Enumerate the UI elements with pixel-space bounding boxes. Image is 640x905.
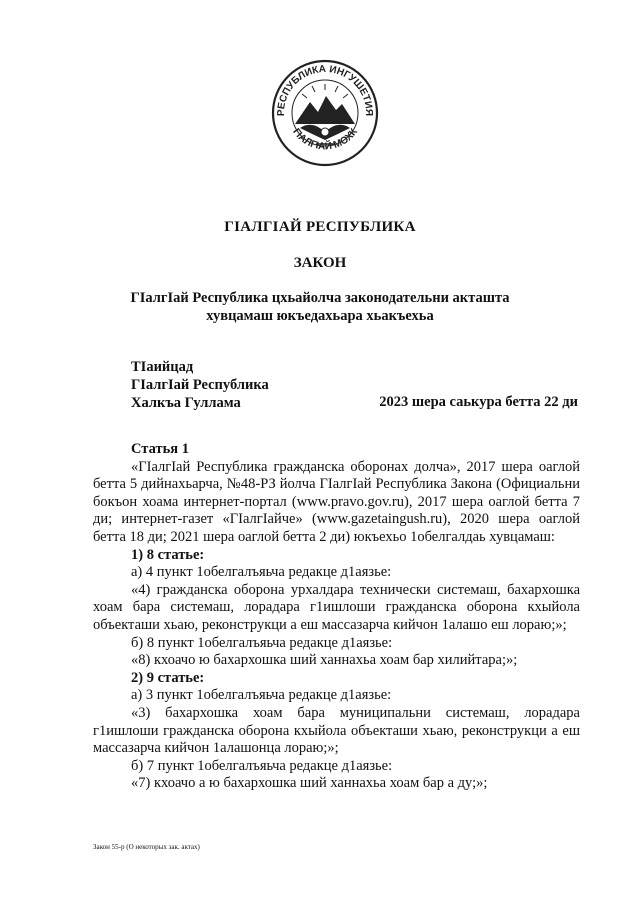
- article-heading: Статья 1: [131, 441, 189, 457]
- seal-bottom-text: ГIАЛГIАЙ МОХК: [290, 126, 360, 153]
- republic-title: ГIАЛГIАЙ РЕСПУБЛИКА: [224, 219, 416, 235]
- section-2-b-text: «7) кхоачо а ю бахархошка ший ханнахьа хоам бар а ду;»;: [131, 775, 488, 792]
- document-type: ЗАКОН: [293, 255, 347, 271]
- section-1-b: б) 8 пункт 1обелгалъяьча редакце д1аязье:: [131, 634, 393, 651]
- section-2-a: а) 3 пункт 1обелгалъяьча редакце д1аязье:: [131, 687, 392, 704]
- footer-note: Закон 55-р (О некоторых зак. актах): [93, 843, 200, 851]
- adoption-line-2: ГIалгIай Республика: [131, 377, 269, 393]
- section-2-title: 2) 9 статье:: [131, 669, 205, 686]
- section-2-a-text: «3) бахархошка хоам бара муниципальни системаш, лорадара г1ишлоши гражданска оборона кхыйола объекташи хьаю, реконструкци а еш массазарча кийчон 1алашонца лораю;»;: [93, 704, 580, 757]
- article-body: [93, 441, 580, 793]
- coat-of-arms-seal-icon: [270, 58, 380, 168]
- section-1-a-text: «4) гражданска оборона урхалдара технически системаш, бахархошка хоам бара системаш, лорадара г1ишлоши гражданска оборона кхыйола объекташи хьаю, реконструкци а еш массазарча кийчон 1алашо еш лораю;»;: [93, 581, 580, 633]
- law-subtitle: [0, 289, 640, 325]
- adoption-line-1: ТIаийцад: [131, 359, 194, 375]
- section-1-title: 1) 8 статье:: [131, 546, 205, 563]
- article-intro: «ГIалгIай Республика гражданска оборонах долча», 2017 шера оаглой бетта 5 дийнахьарча, №48-РЗ йолча ГIалгIай Республика Закона (Официальни бокъон хоама интернет-портал (www.pravo.gov.ru), 2017 шера оаглой бетта 7 ди; интернет-газет «ГIалгIайче» (www.gazetaingush.ru), 2020 шера оаглой бетта 18 ди; 2021 шера оаглой бетта 2 ди) юкъехьо 1обелгалдаь хувцамаш:: [93, 458, 580, 545]
- adoption-line-3: Халкъа Гуллама: [131, 395, 241, 411]
- subtitle-line-1: ГIалгIай Республика цхьайолча законодательни акташта: [130, 290, 510, 306]
- section-1-a: а) 4 пункт 1обелгалъяьча редакце д1аязье:: [131, 564, 392, 581]
- seal-top-text: РЕСПУБЛИКА ИНГУШЕТИЯ: [275, 63, 375, 117]
- section-2-b: б) 7 пункт 1обелгалъяьча редакце д1аязье:: [131, 757, 393, 774]
- adoption-authority: [131, 358, 269, 412]
- subtitle-line-2: хувцамаш юкъедахьара хьакъехьа: [206, 308, 434, 324]
- section-1-b-text: «8) кхоачо ю бахархошка ший ханнахьа хоам бар хилийтара;»;: [131, 652, 518, 669]
- adoption-date: 2023 шера саькура бетта 22 ди: [379, 394, 578, 410]
